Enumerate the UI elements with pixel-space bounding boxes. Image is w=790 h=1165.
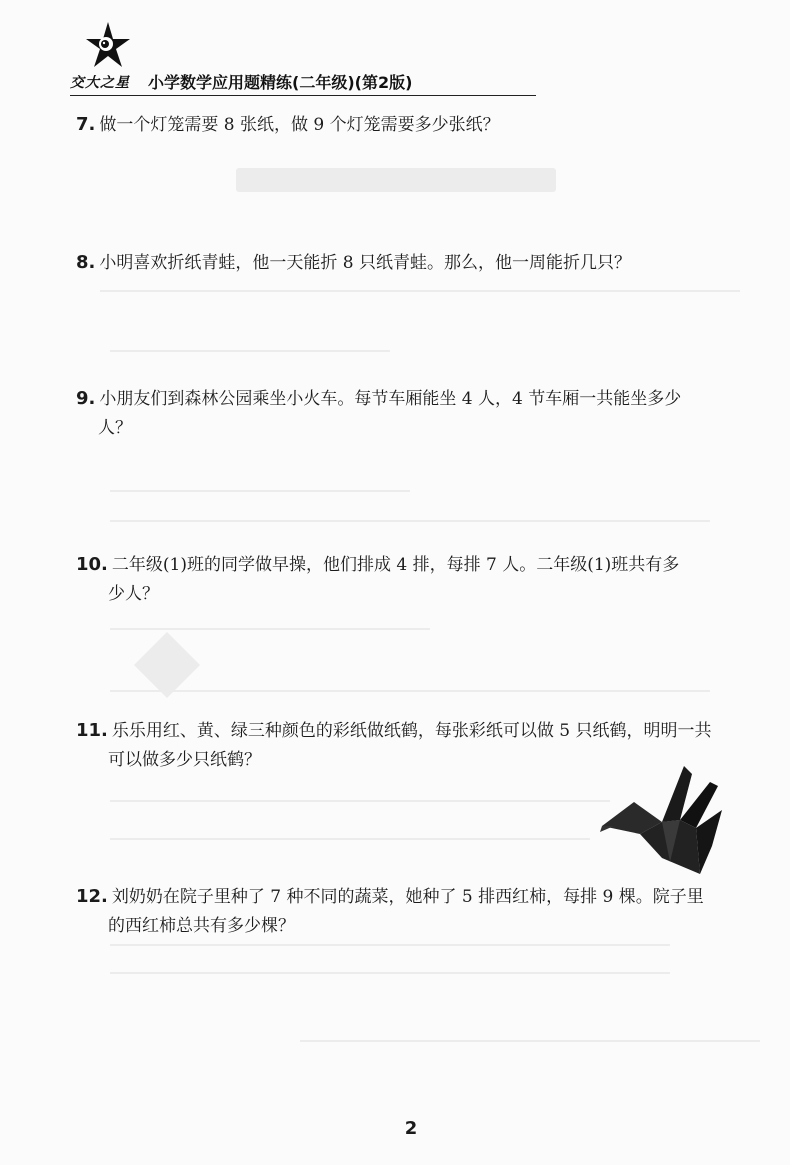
question-number: 11. — [76, 720, 108, 741]
show-through-line — [110, 490, 410, 492]
question-line — [76, 384, 766, 414]
star-eye-icon — [86, 22, 130, 70]
question-text: 乐乐用红、黄、绿三种颜色的彩纸做纸鹤，每张彩纸可以做 5 只纸鹤，明明一共 — [111, 721, 712, 741]
question-line — [76, 716, 766, 746]
question-10 — [76, 550, 766, 609]
show-through-line — [110, 944, 670, 946]
question-line — [76, 882, 766, 912]
question-9 — [76, 384, 766, 443]
question-number: 12. — [76, 886, 108, 907]
page-header — [70, 20, 540, 98]
question-number: 7. — [76, 114, 96, 135]
question-line: 人？ — [98, 418, 132, 438]
question-12 — [76, 882, 766, 941]
question-line — [76, 550, 766, 580]
question-text: 小朋友们到森林公园乘坐小火车。每节车厢能坐 4 人，4 节车厢一共能坐多少 — [99, 389, 682, 409]
show-through-line — [110, 972, 670, 974]
show-through-line — [100, 290, 740, 292]
book-title: 小学数学应用题精练(二年级)(第2版) — [148, 73, 413, 92]
question-line: 可以做多少只纸鹤？ — [108, 750, 261, 770]
show-through-line — [110, 800, 610, 802]
header-divider — [70, 95, 536, 96]
question-7 — [76, 110, 766, 140]
show-through-line — [110, 350, 390, 352]
question-text: 做一个灯笼需要 8 张纸，做 9 个灯笼需要多少张纸？ — [99, 115, 500, 135]
question-line: 少人？ — [108, 584, 159, 604]
show-through-line — [110, 838, 590, 840]
show-through-line — [110, 520, 710, 522]
publisher-logo — [70, 20, 142, 98]
question-text: 二年级(1)班的同学做早操，他们排成 4 排，每排 7 人。二年级(1)班共有多 — [111, 555, 680, 575]
question-line: 的西红柿总共有多少棵？ — [108, 916, 295, 936]
question-8 — [76, 248, 766, 278]
logo-text: 交大之星 — [70, 75, 130, 91]
paper-crane-icon — [600, 762, 722, 880]
question-line — [76, 110, 766, 140]
question-line — [76, 248, 766, 278]
show-through-line — [300, 1040, 760, 1042]
show-through-heading — [236, 168, 556, 192]
question-number: 10. — [76, 554, 108, 575]
question-number: 8. — [76, 252, 96, 273]
page-number: 2 — [404, 1118, 418, 1139]
show-through-diamond-icon — [132, 630, 202, 700]
question-number: 9. — [76, 388, 96, 409]
question-text: 刘奶奶在院子里种了 7 种不同的蔬菜，她种了 5 排西红柿，每排 9 棵。院子里 — [111, 887, 704, 907]
question-text: 小明喜欢折纸青蛙，他一天能折 8 只纸青蛙。那么，他一周能折几只？ — [99, 253, 631, 273]
